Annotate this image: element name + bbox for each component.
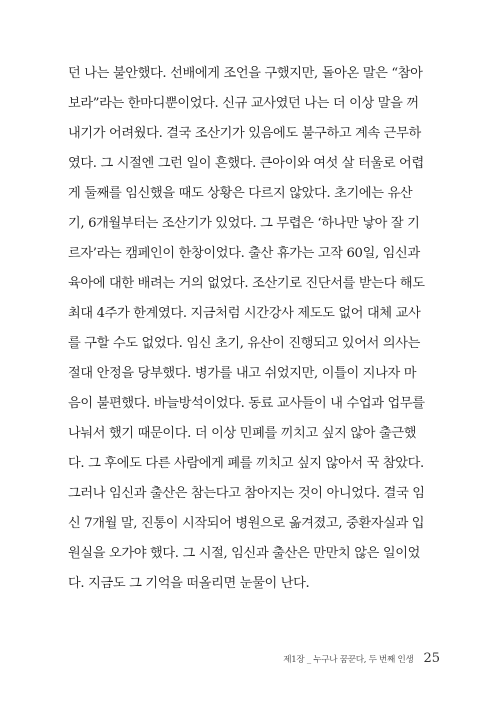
text-line: 내기가 어려웠다. 결국 조산기가 있음에도 불구하고 계속 근무하: [68, 126, 421, 141]
text-line: 기, 6개월부터는 조산기가 있었다. 그 무렵은 ‘하나만 낳아 잘 기: [68, 216, 420, 231]
running-head: 제1장 _ 누구나 꿈꾼다, 두 번째 인생: [283, 655, 414, 665]
text-line: 그러나 임신과 출산은 참는다고 참아지는 것이 아니었다. 결국 임: [68, 486, 425, 501]
text-line: 신 7개월 말, 진통이 시작되어 병원으로 옮겨졌고, 중환자실과 입: [68, 516, 425, 531]
text-line: 나눠서 했기 때문이다. 더 이상 민폐를 끼치고 싶지 않아 출근했: [68, 426, 417, 441]
page-footer: [250, 651, 440, 669]
text-line: 음이 불편했다. 바늘방석이었다. 동료 교사들이 내 수업과 업무를: [68, 396, 425, 411]
text-line: 를 구할 수도 없었다. 임신 초기, 유산이 진행되고 있어서 의사는: [68, 336, 420, 351]
text-line: 절대 안정을 당부했다. 병가를 내고 쉬었지만, 이틀이 지나자 마: [68, 366, 417, 381]
text-line: 였다. 그 시절엔 그런 일이 흔했다. 큰아이와 여섯 살 터울로 어렵: [68, 156, 424, 171]
text-line: 던 나는 불안했다. 선배에게 조언을 구했지만, 돌아온 말은 “참아: [68, 66, 423, 81]
body-text: [68, 59, 440, 599]
text-line: 원실을 오가야 했다. 그 시절, 임신과 출산은 만만치 않은 일이었: [68, 546, 420, 561]
page-number: 25: [423, 651, 440, 666]
text-line: 게 둘째를 임신했을 때도 상황은 다르지 않았다. 초기에는 유산: [68, 186, 413, 201]
text-line: 보라”라는 한마디뿐이었다. 신규 교사였던 나는 더 이상 말을 꺼: [68, 96, 419, 111]
text-line: 다. 지금도 그 기억을 떠올리면 눈물이 난다.: [68, 576, 310, 591]
text-line: 르자’라는 캠페인이 한창이었다. 출산 휴가는 고작 60일, 임신과: [68, 246, 420, 261]
text-line: 다. 그 후에도 다른 사람에게 폐를 끼치고 싶지 않아서 꾹 참았다.: [68, 456, 424, 471]
text-line: 최대 4주가 한계였다. 지금처럼 시간강사 제도도 없어 대체 교사: [68, 306, 421, 321]
text-line: 육아에 대한 배려는 거의 없었다. 조산기로 진단서를 받는다 해도: [68, 276, 425, 291]
